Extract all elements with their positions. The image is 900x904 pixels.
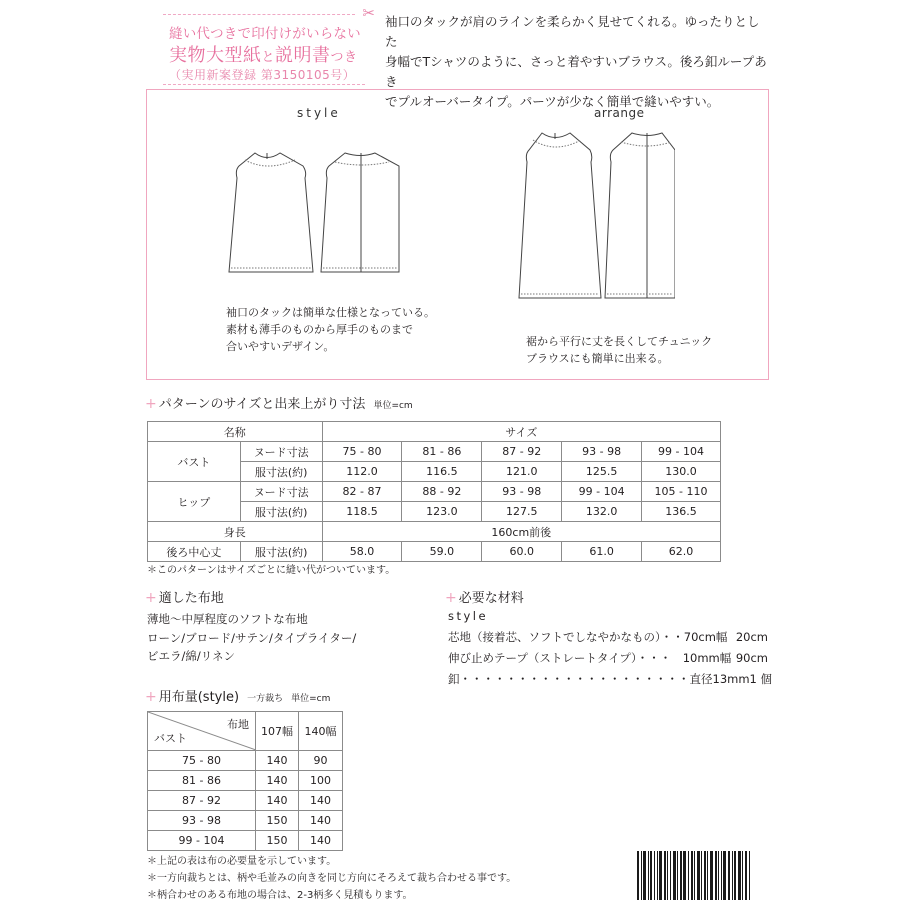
- heading-text: 用布量(style): [158, 690, 240, 705]
- cell: 93 - 98: [482, 482, 562, 502]
- style-title: style: [297, 106, 341, 120]
- size-section-heading: [145, 393, 413, 412]
- cell: 116.5: [402, 462, 482, 482]
- cell: 88 - 92: [402, 482, 482, 502]
- cell: 140: [299, 811, 343, 831]
- cell: 140: [256, 771, 299, 791]
- caption-line: ブラウスにも簡単に出来る。: [526, 352, 669, 365]
- cell: 75 - 80: [148, 751, 256, 771]
- table-row: [148, 522, 721, 542]
- sub-label: ヌード寸法: [240, 442, 322, 462]
- row-label-back-length: 後ろ中心丈: [148, 542, 241, 562]
- banner-dashed-line-top: [163, 14, 355, 15]
- note-line: ＊上記の表は布の必要量を示しています。: [147, 856, 337, 867]
- caption-line: 裾から平行に丈を長くしてチュニック: [526, 335, 713, 348]
- sub-label: 服寸法(約): [240, 462, 322, 482]
- sub-label: 服寸法(約): [240, 502, 322, 522]
- header-size: サイズ: [322, 422, 720, 442]
- heading-text: 必要な材料: [458, 591, 524, 606]
- cell: 58.0: [322, 542, 402, 562]
- banner-line-1: 縫い代つきで印付けがいらない: [169, 26, 361, 42]
- plus-icon: +: [145, 590, 157, 606]
- material-name: 伸び止めテープ（ストレートタイプ）・・・ 10mm幅: [448, 651, 732, 665]
- cell: 112.0: [322, 462, 402, 482]
- header-fabric: 布地: [227, 718, 249, 731]
- cell: 127.5: [482, 502, 562, 522]
- arrange-caption: [526, 333, 712, 367]
- cell: 140: [256, 751, 299, 771]
- arrange-garment-illustration: [515, 130, 675, 310]
- cell: 62.0: [642, 542, 721, 562]
- size-table: [147, 421, 721, 562]
- banner-registration: （実用新案登録 第3150105号）: [169, 68, 356, 82]
- cell: 130.0: [642, 462, 721, 482]
- banner-line-2: 実物大型紙と説明書つき: [169, 45, 358, 66]
- fabric-line: 薄地〜中厚程度のソフトな布地: [147, 612, 308, 626]
- table-row: [148, 791, 343, 811]
- caption-line: 素材も薄手のものから厚手のものまで: [226, 323, 413, 336]
- material-name: 釦・・・・・・・・・・・・・・・・・・・・直径13mm: [448, 672, 750, 686]
- cell: 160cm前後: [322, 522, 720, 542]
- cell: 93 - 98: [562, 442, 642, 462]
- style-garment-illustration: [225, 150, 400, 290]
- table-header-row: [148, 712, 343, 751]
- cell: 81 - 86: [402, 442, 482, 462]
- table-row: [148, 751, 343, 771]
- cell: 81 - 86: [148, 771, 256, 791]
- cell: 100: [299, 771, 343, 791]
- cell: 75 - 80: [322, 442, 402, 462]
- cell: 150: [256, 811, 299, 831]
- style-caption: [226, 304, 435, 355]
- materials-list: [448, 606, 773, 690]
- diagonal-header-cell: [148, 712, 256, 751]
- size-note: ＊このパターンはサイズごとに縫い代がついています。: [147, 565, 396, 576]
- cell: 150: [256, 831, 299, 851]
- cell: 121.0: [482, 462, 562, 482]
- scissors-icon: ✂: [362, 4, 375, 22]
- intro-line: でプルオーバータイプ。パーツが少なく簡単で縫いやすい。: [385, 94, 720, 109]
- heading-text: 適した布地: [158, 591, 224, 606]
- cell: 140: [299, 791, 343, 811]
- yardage-notes: [147, 853, 516, 904]
- sub-label: 一方裁ち: [247, 694, 284, 704]
- cell: 125.5: [562, 462, 642, 482]
- header-140: 140幅: [299, 712, 343, 751]
- intro-line: 袖口のタックが肩のラインを柔らかく見せてくれる。ゆったりとした: [385, 14, 760, 49]
- cell: 82 - 87: [322, 482, 402, 502]
- material-qty: 90cm: [735, 651, 768, 665]
- arrange-title: arrange: [594, 106, 645, 120]
- cell: 87 - 92: [148, 791, 256, 811]
- plus-icon: +: [145, 689, 157, 705]
- sub-label: ヌード寸法: [240, 482, 322, 502]
- table-row: [148, 442, 721, 462]
- pattern-banner: [163, 4, 375, 84]
- cell: 136.5: [642, 502, 721, 522]
- cell: 123.0: [402, 502, 482, 522]
- material-item: [448, 648, 768, 669]
- plus-icon: +: [145, 396, 157, 412]
- material-qty: 1 個: [749, 672, 773, 686]
- row-label-hip: ヒップ: [148, 482, 241, 522]
- table-row: [148, 482, 721, 502]
- caption-line: 袖口のタックは簡単な仕様となっている。: [226, 306, 435, 319]
- material-qty: 20cm: [735, 630, 768, 644]
- unit-label: 単位=cm: [291, 694, 331, 704]
- cell: 99 - 104: [148, 831, 256, 851]
- cell: 60.0: [482, 542, 562, 562]
- table-row: [148, 831, 343, 851]
- material-item: [448, 627, 768, 648]
- header-bust: バスト: [154, 732, 187, 745]
- fabric-section-heading: [145, 587, 224, 606]
- table-row: [148, 542, 721, 562]
- table-row: [148, 771, 343, 791]
- row-label-bust: バスト: [148, 442, 241, 482]
- materials-section-heading: [445, 587, 524, 606]
- cell: 93 - 98: [148, 811, 256, 831]
- cell: 118.5: [322, 502, 402, 522]
- note-line: ＊一方向裁ちとは、柄や毛並みの向きを同じ方向にそろえて裁ち合わせる事です。: [147, 873, 517, 884]
- cell: 61.0: [562, 542, 642, 562]
- header-107: 107幅: [256, 712, 299, 751]
- note-line: ＊柄合わせのある布地の場合は、2-3柄多く見積もります。: [147, 890, 413, 901]
- fabric-list: [147, 610, 356, 666]
- plus-icon: +: [445, 590, 457, 606]
- table-row: [148, 811, 343, 831]
- unit-label: 単位=cm: [373, 401, 413, 411]
- cell: 132.0: [562, 502, 642, 522]
- cell: 99 - 104: [642, 442, 721, 462]
- cell: 87 - 92: [482, 442, 562, 462]
- cell: 140: [256, 791, 299, 811]
- barcode: [637, 851, 767, 900]
- cell: 99 - 104: [562, 482, 642, 502]
- fabric-line: ビエラ/綿/リネン: [147, 649, 236, 663]
- sub-label: 服寸法(約): [240, 542, 322, 562]
- material-name: 芯地（接着芯、ソフトでしなやかなもの）・・70cm幅: [448, 630, 728, 644]
- material-item: [448, 669, 773, 690]
- banner-dashed-line-bottom: [163, 84, 365, 85]
- cell: 140: [299, 831, 343, 851]
- materials-style-label: style: [448, 609, 489, 623]
- yardage-section-heading: [145, 686, 330, 705]
- cell: 105 - 110: [642, 482, 721, 502]
- row-label-height: 身長: [148, 522, 323, 542]
- fabric-line: ローン/ブロード/サテン/タイプライター/: [147, 630, 357, 645]
- header-name: 名称: [148, 422, 323, 442]
- cell: 59.0: [402, 542, 482, 562]
- intro-line: 身幅でTシャツのように、さっと着やすいブラウス。後ろ釦ループあき: [385, 54, 767, 89]
- caption-line: 合いやすいデザイン。: [226, 340, 335, 353]
- table-header-row: [148, 422, 721, 442]
- heading-text: パターンのサイズと出来上がり寸法: [158, 397, 366, 412]
- yardage-table: [147, 711, 343, 851]
- cell: 90: [299, 751, 343, 771]
